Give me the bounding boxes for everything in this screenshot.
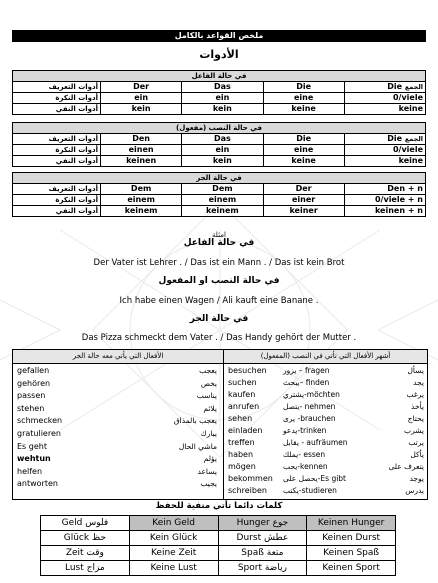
- verb-arabic: يجد: [413, 378, 424, 387]
- verb-arabic: يرغب: [406, 390, 424, 399]
- verb-pair: يملك- essen: [283, 450, 326, 459]
- verb-pair: يبحث– finden: [283, 378, 330, 387]
- verb-pair: يحب-kennen: [283, 462, 328, 471]
- verb-german: sehen: [228, 414, 253, 423]
- verb-arabic: يأخذ: [411, 402, 424, 411]
- table-row: أدوات النفي kein kein keine keine: [13, 104, 426, 115]
- verb-row: [17, 403, 217, 415]
- verb-german: Es geht: [17, 441, 47, 451]
- verb-pair: يقابل - aufräumen: [283, 438, 348, 447]
- verb-arabic: يأكل: [410, 450, 424, 459]
- verb-row: [17, 378, 217, 390]
- table-row: أدوات النفي keinem keinem keiner keinen + n: [13, 206, 426, 217]
- verb-row: [228, 377, 424, 389]
- example-title-dative: في حالة الجر: [189, 314, 249, 324]
- verb-arabic: يلائم: [203, 403, 217, 413]
- verb-german: schreiben: [228, 486, 267, 495]
- case-header: في حالة الجر: [13, 173, 426, 184]
- verb-row: [228, 473, 424, 485]
- verb-row: [228, 413, 424, 425]
- example-title-nominative: في حالة الفاعل: [183, 238, 255, 248]
- verb-arabic: يسأل: [407, 366, 424, 375]
- verb-german: einladen: [228, 426, 263, 435]
- verb-arabic: يعجب: [199, 366, 217, 375]
- verb-row: [228, 365, 424, 377]
- verb-german: besuchen: [228, 366, 267, 375]
- verb-row: [17, 428, 217, 440]
- verb-arabic: يساعد: [197, 466, 217, 476]
- table-row: Zeit وقت Keine Zeit Spaß متعة Keinen Spaß: [41, 546, 396, 561]
- table-row: أدوات التعريف Dem Dem Der Den + n: [13, 184, 426, 195]
- verb-german: suchen: [228, 378, 257, 387]
- verb-arabic: يبارك: [200, 429, 217, 438]
- example-sentence-nominative: Der Vater ist Lehrer . / Das ist ein Mann . / Das ist kein Brot: [93, 258, 345, 268]
- verb-pair: يزور – fragen: [283, 366, 330, 375]
- table-row: أدوات النكرة einen ein eine 0/viele: [13, 145, 426, 156]
- verb-german: stehen: [17, 403, 45, 413]
- verb-row: [17, 365, 217, 377]
- verb-arabic: يحتاج: [407, 414, 424, 423]
- verb-arabic: يوجد: [409, 474, 424, 483]
- verb-arabic: يرتب: [408, 438, 424, 447]
- verb-german: gehören: [17, 378, 51, 388]
- verb-arabic: يعجب بالمذاق: [173, 416, 217, 426]
- verb-pair: يتصل- nehmen: [283, 402, 336, 411]
- verb-german: bekommen: [228, 474, 273, 483]
- verb-german: antworten: [17, 479, 58, 489]
- verb-row: [228, 485, 424, 497]
- verb-pair: يحصل على-Es gibt: [283, 474, 347, 483]
- verb-german: passen: [17, 391, 46, 401]
- verb-row: [17, 441, 217, 453]
- verb-row: [228, 401, 424, 413]
- verb-german: anrufen: [228, 402, 260, 411]
- verb-row: [17, 390, 217, 402]
- verb-german: helfen: [17, 466, 43, 476]
- verb-arabic: يجيب: [200, 479, 217, 489]
- verb-row: [17, 453, 217, 465]
- verb-arabic: ماشي الحال: [178, 441, 217, 451]
- table-row: Lust مزاج Keine Lust Sport رياضة Keinen Sport: [41, 561, 396, 576]
- case-header: في حالة النصب (مفعول): [13, 123, 426, 134]
- verb-german: mögen: [228, 462, 256, 471]
- accusative-verbs-header: أشهر الأفعال التي تأتي في النصب (المفعول): [224, 350, 427, 364]
- verb-arabic: يناسب: [196, 391, 217, 401]
- articles-table-nominative: [12, 70, 426, 115]
- verb-pair: يدعو-trinken: [283, 426, 327, 435]
- verb-pair: يشتري-möchten: [283, 390, 340, 399]
- examples-label: امثلة: [212, 231, 226, 239]
- verb-row: [228, 461, 424, 473]
- verb-row: [228, 425, 424, 437]
- verb-arabic: يشرب: [404, 426, 424, 435]
- negation-table: [40, 515, 396, 576]
- verb-arabic: يتعرف على: [388, 462, 424, 471]
- verb-german: gratulieren: [17, 429, 61, 438]
- verb-pair: يرى -brauchen: [283, 414, 336, 423]
- verb-arabic: يخص: [200, 378, 217, 388]
- table-row: أدوات النكرة einem einem einer 0/viele + n: [13, 195, 426, 206]
- negation-title: كلمات دائما تأتي منفية للحفظ: [155, 501, 283, 511]
- verb-german: schmecken: [17, 416, 63, 426]
- header-bar: ملخص القواعد بالكامل: [12, 30, 426, 42]
- articles-table-dative: [12, 172, 426, 217]
- verb-arabic: يؤلم: [203, 454, 217, 464]
- verb-row: [17, 478, 217, 490]
- verb-row: [228, 449, 424, 461]
- verb-german: haben: [228, 450, 254, 459]
- table-row: أدوات التعريف Der Das Die Die الجمع: [13, 82, 426, 93]
- dative-verbs-header: الأفعال التي يأتي معه حالة الجر: [13, 350, 223, 364]
- verb-german: wehtun: [17, 454, 51, 464]
- table-row: Glück حظ Kein Glück Durst عطش Keinen Durst: [41, 531, 396, 546]
- verb-german: treffen: [228, 438, 255, 447]
- verb-row: [17, 415, 217, 427]
- articles-table-accusative: [12, 122, 426, 167]
- verb-german: kaufen: [228, 390, 256, 399]
- page-title: الأدوات: [199, 48, 239, 61]
- column-divider: [223, 350, 224, 499]
- verb-german: gefallen: [17, 366, 50, 375]
- verb-row: [17, 466, 217, 478]
- case-header: في حالة الفاعل: [13, 71, 426, 82]
- verb-pair: يكتب-studieren: [283, 486, 337, 495]
- example-title-accusative: في حالة النصب او المفعول: [158, 276, 280, 286]
- verb-row: [228, 389, 424, 401]
- verb-arabic: يدرس: [405, 486, 424, 495]
- table-row: Geld فلوس Kein Geld Hunger جوع Keinen Hunger: [41, 516, 396, 531]
- example-sentence-accusative: Ich habe einen Wagen / Ali kauft eine Banane .: [119, 296, 319, 306]
- example-sentence-dative: Das Pizza schmeckt dem Vater . / Das Handy gehört der Mutter .: [81, 333, 357, 343]
- verb-row: [228, 437, 424, 449]
- table-row: أدوات التعريف Den Das Die Die الجمع: [13, 134, 426, 145]
- table-row: أدوات النكرة ein ein eine 0/viele: [13, 93, 426, 104]
- table-row: أدوات النفي keinen kein keine keine: [13, 156, 426, 167]
- verbs-box: [12, 349, 428, 500]
